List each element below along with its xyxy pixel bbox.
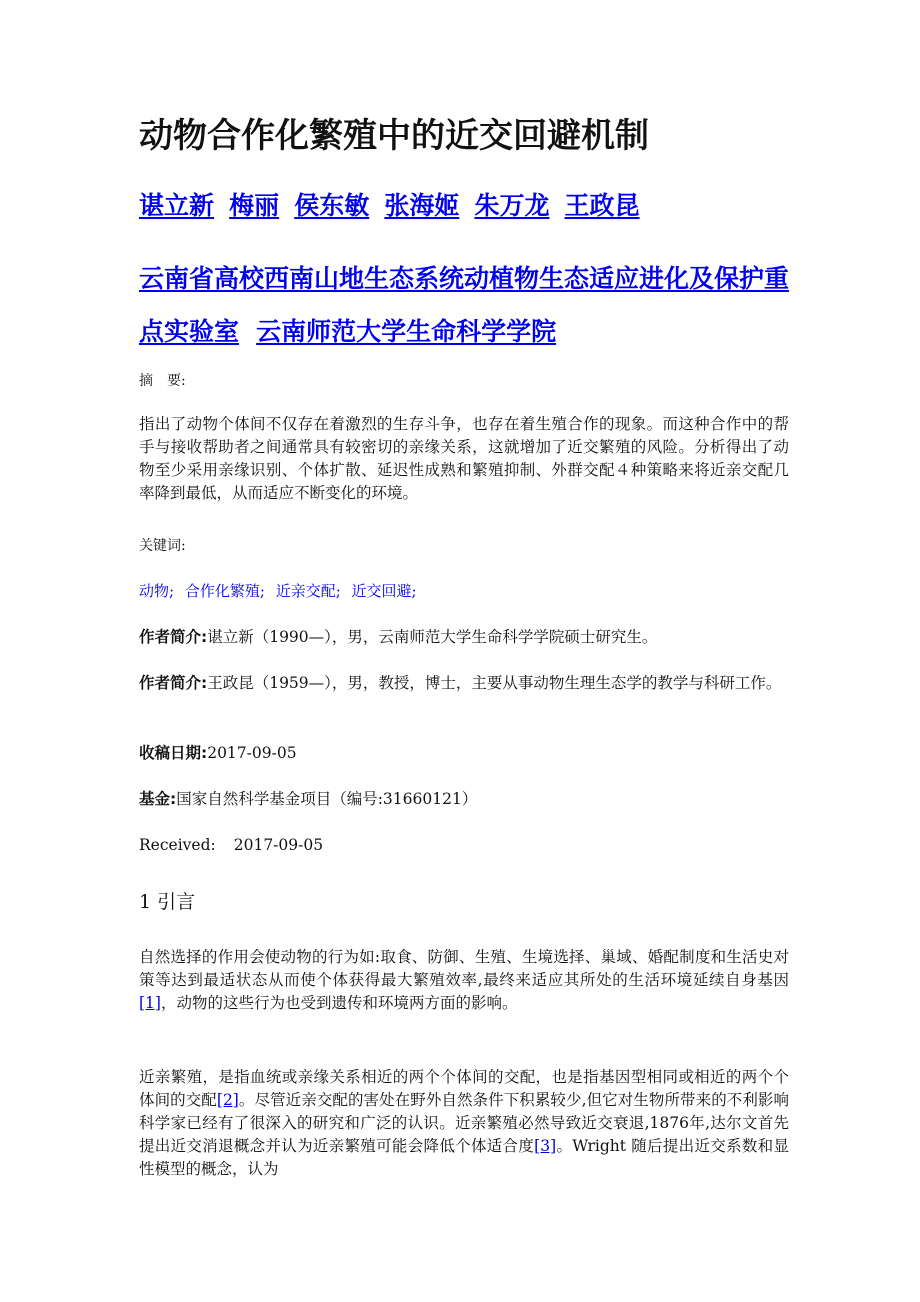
received-en-value: 2017-09-05 xyxy=(233,836,324,854)
author-bio-label: 作者简介: xyxy=(139,628,208,646)
author-bio-label: 作者简介: xyxy=(139,674,208,692)
abstract-text: 指出了动物个体间不仅存在着激烈的生存斗争，也存在着生殖合作的现象。而这种合作中的帮手与接收帮助者之间通常具有较密切的亲缘关系，这就增加了近交繁殖的风险。分析得出了动物至少采用亲缘识别、个体扩散、延迟性成熟和繁殖抑制、外群交配４种策略来将近亲交配几率降到最低，从而适应不断变化的环境。 xyxy=(139,415,789,502)
received-date-row xyxy=(139,742,789,765)
fund-label: 基金: xyxy=(139,790,177,808)
body-text: 自然选择的作用会使动物的行为如:取食、防御、生殖、生境选择、巢域、婚配制度和生活史对策等达到最适状态从而使个体获得最大繁殖效率,最终来适应其所处的生活环境延续自身基因 xyxy=(139,948,789,989)
author-bio xyxy=(139,672,789,695)
author-link[interactable]: 张海姬 xyxy=(384,191,460,220)
author-link[interactable]: 梅丽 xyxy=(229,191,280,220)
fund-row xyxy=(139,788,789,811)
author-bio-text: 王政昆（1959—），男，教授，博士，主要从事动物生理生态学的教学与科研工作。 xyxy=(207,674,782,692)
author-link[interactable]: 王政昆 xyxy=(564,191,640,220)
keyword-link[interactable]: 近亲交配; xyxy=(275,582,341,600)
author-list xyxy=(139,186,650,222)
received-en-label: Received: xyxy=(139,836,216,854)
keyword-link[interactable]: 近交回避; xyxy=(351,582,417,600)
citation-link[interactable]: [1] xyxy=(139,994,161,1012)
citation-link[interactable]: [3] xyxy=(534,1137,557,1155)
author-link[interactable]: 谌立新 xyxy=(139,191,215,220)
body-text: 。尽管近亲交配的害处在野外自然条件下积累较少,但它对生物所带来的不利影响科学家已经有了很深入的研究和广泛的认识。近亲繁殖必然导致近交衰退,1876年,达尔文首先提出近交消退概念并认为近亲繁殖可能会降低个体适合度 xyxy=(139,1091,789,1155)
citation-link[interactable]: [2] xyxy=(216,1091,239,1109)
body-paragraph xyxy=(139,946,789,1015)
affiliation-link[interactable]: 云南师范大学生命科学学院 xyxy=(256,317,557,346)
fund-text: 国家自然科学基金项目（编号:31660121） xyxy=(176,790,478,808)
section-heading: 1 引言 xyxy=(139,891,196,913)
body-text: ，动物的这些行为也受到遗传和环境两方面的影响。 xyxy=(160,994,518,1012)
received-en-row xyxy=(139,834,789,857)
keyword-link[interactable]: 动物; xyxy=(139,582,175,600)
affiliation-link[interactable]: 云南省高校西南山地生态系统动植物生态适应进化及保护重点实验室 xyxy=(139,264,790,346)
affiliation-list xyxy=(139,254,789,360)
author-bio xyxy=(139,626,789,649)
received-date-label: 收稿日期: xyxy=(139,744,208,762)
keyword-link[interactable]: 合作化繁殖; xyxy=(184,582,265,600)
author-bio-text: 谌立新（1990—），男，云南师范大学生命科学学院硕士研究生。 xyxy=(207,628,658,646)
body-text: 。Wright 随后提出近交系数和显性模型的概念，认为 xyxy=(139,1137,789,1178)
received-date-value: 2017-09-05 xyxy=(207,744,297,762)
body-text: 近亲繁殖，是指血统或亲缘关系相近的两个个体间的交配，也是指基因型相同或相近的两个个体间的交配 xyxy=(139,1068,789,1109)
keyword-list xyxy=(139,580,423,602)
keywords-label: 关键词: xyxy=(139,538,186,554)
author-link[interactable]: 朱万龙 xyxy=(474,191,550,220)
body-paragraph xyxy=(139,1066,789,1181)
abstract-label: 摘 要: xyxy=(139,373,186,389)
author-link[interactable]: 侯东敏 xyxy=(294,191,370,220)
paper-title: 动物合作化繁殖中的近交回避机制 xyxy=(139,116,649,156)
